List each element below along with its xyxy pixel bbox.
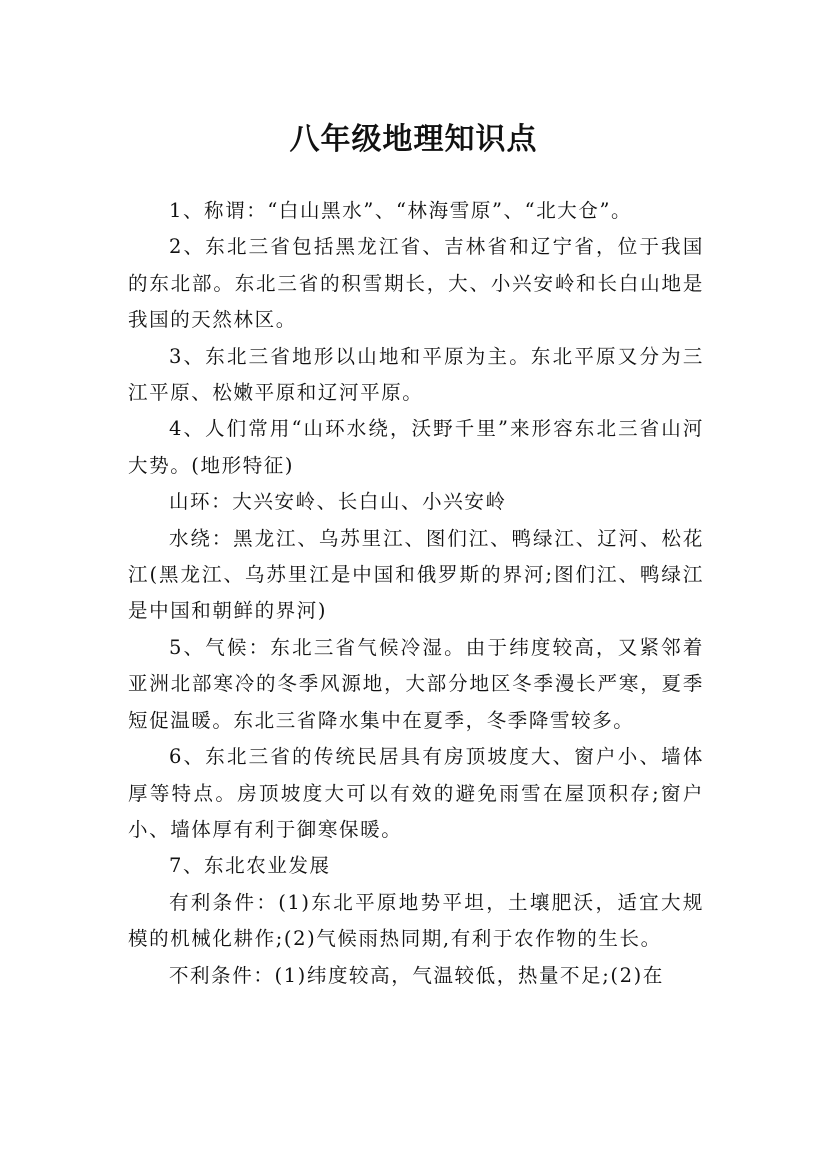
paragraph-6: 6、东北三省的传统民居具有房顶坡度大、窗户小、墙体厚等特点。房顶坡度大可以有效的避免雨雪在屋顶积存;窗户小、墙体厚有利于御寒保暖。 (128, 745, 704, 841)
paragraph-unfavorable-conditions: 不利条件：(1)纬度较高，气温较低，热量不足;(2)在 (168, 963, 664, 987)
paragraph-3: 3、东北三省地形以山地和平原为主。东北平原又分为三江平原、松嫩平原和辽河平原。 (128, 344, 704, 405)
paragraph-4: 4、人们常用“山环水绕，沃野千里”来形容东北三省山河大势。(地形特征) (128, 417, 704, 477)
paragraph-7: 7、东北农业发展 (168, 854, 331, 878)
paragraph-mountains: 山环：大兴安岭、长白山、小兴安岭 (168, 490, 507, 514)
paragraph-2: 2、东北三省包括黑龙江省、吉林省和辽宁省，位于我国的东北部。东北三省的积雪期长，大、小兴安岭和长白山地是我国的天然林区。 (128, 235, 704, 332)
document-body (128, 193, 704, 994)
paragraph-favorable-conditions: 有利条件：(1)东北平原地势平坦，土壤肥沃，适宜大规模的机械化耕作;(2)气候雨热同期,有利于农作物的生长。 (128, 890, 704, 951)
paragraph-5: 5、气候：东北三省气候冷湿。由于纬度较高，又紧邻着亚洲北部寒冷的冬季风源地，大部分地区冬季漫长严寒，夏季短促温暖。东北三省降水集中在夏季，冬季降雪较多。 (128, 635, 704, 732)
paragraph-rivers: 水绕：黑龙江、乌苏里江、图们江、鸭绿江、辽河、松花江(黑龙江、乌苏里江是中国和俄罗斯的界河;图们江、鸭绿江是中国和朝鲜的界河) (128, 526, 704, 623)
document-title: 八年级地理知识点 (289, 122, 538, 158)
paragraph-1: 1、称谓：“白山黑水”、“林海雪原”、“北大仓”。 (168, 199, 633, 222)
